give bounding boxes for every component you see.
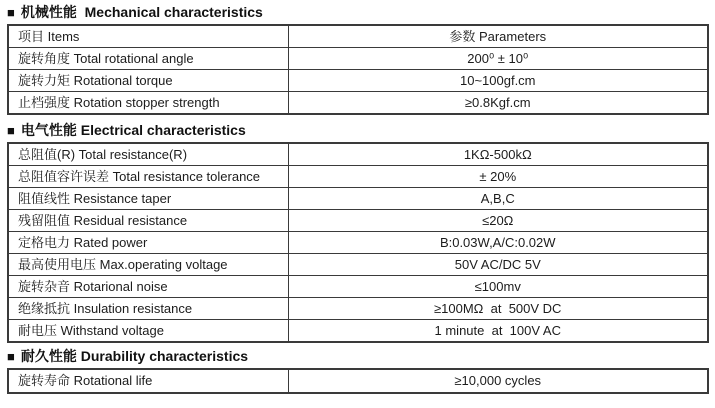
table-row bbox=[8, 166, 708, 188]
value-cell: B:0.03W,A/C:0.02W bbox=[288, 232, 708, 254]
section-title-durability bbox=[7, 343, 709, 368]
value-cell: ± 20% bbox=[288, 166, 708, 188]
table-row bbox=[8, 143, 708, 166]
value-cell: ≤100mv bbox=[288, 276, 708, 298]
value-cell: 200⁰ ± 10⁰ bbox=[288, 48, 708, 70]
item-cell: 最高使用电压 Max.operating voltage bbox=[8, 254, 288, 276]
item-cell: 旋转力矩 Rotational torque bbox=[8, 70, 288, 92]
item-cell: 绝缘抵抗 Insulation resistance bbox=[8, 298, 288, 320]
table-row bbox=[8, 232, 708, 254]
electrical-table bbox=[7, 142, 709, 343]
table-row bbox=[8, 70, 708, 92]
value-cell: ≥10,000 cycles bbox=[288, 369, 708, 393]
section-marker-icon: ■ bbox=[7, 348, 15, 364]
item-cell: 阻值线性 Resistance taper bbox=[8, 188, 288, 210]
item-cell: 耐电压 Withstand voltage bbox=[8, 320, 288, 343]
item-cell: 旋转寿命 Rotational life bbox=[8, 369, 288, 393]
section-marker-icon: ■ bbox=[7, 4, 15, 20]
section-marker-icon: ■ bbox=[7, 122, 15, 138]
table-row bbox=[8, 48, 708, 70]
table-row bbox=[8, 320, 708, 343]
value-cell: ≤20Ω bbox=[288, 210, 708, 232]
section-electrical bbox=[7, 115, 709, 343]
table-row bbox=[8, 369, 708, 393]
item-cell: 旋转杂音 Rotarional noise bbox=[8, 276, 288, 298]
section-title-text: 耐久性能 Durability characteristics bbox=[20, 348, 249, 364]
table-row bbox=[8, 298, 708, 320]
table-row bbox=[8, 92, 708, 115]
durability-table bbox=[7, 368, 709, 394]
value-cell: 1KΩ-500kΩ bbox=[288, 143, 708, 166]
item-cell: 残留阻值 Residual resistance bbox=[8, 210, 288, 232]
item-cell: 总阻值(R) Total resistance(R) bbox=[8, 143, 288, 166]
table-row bbox=[8, 25, 708, 48]
item-cell: 旋转角度 Total rotational angle bbox=[8, 48, 288, 70]
section-title-text: 电气性能 Electrical characteristics bbox=[20, 122, 246, 138]
value-cell: A,B,C bbox=[288, 188, 708, 210]
item-cell: 定格电力 Rated power bbox=[8, 232, 288, 254]
section-title-text: 机械性能 Mechanical characteristics bbox=[20, 4, 263, 20]
mechanical-table bbox=[7, 24, 709, 115]
item-cell: 项目 Items bbox=[8, 25, 288, 48]
table-row bbox=[8, 188, 708, 210]
table-row bbox=[8, 254, 708, 276]
value-cell: 1 minute at 100V AC bbox=[288, 320, 708, 343]
item-cell: 总阻值容许误差 Total resistance tolerance bbox=[8, 166, 288, 188]
item-cell: 止档强度 Rotation stopper strength bbox=[8, 92, 288, 115]
section-title-electrical bbox=[7, 115, 709, 142]
value-cell: ≥100MΩ at 500V DC bbox=[288, 298, 708, 320]
value-cell: ≥0.8Kgf.cm bbox=[288, 92, 708, 115]
section-title-mechanical bbox=[7, 3, 709, 24]
section-mechanical bbox=[7, 3, 709, 115]
value-cell: 10~100gf.cm bbox=[288, 70, 708, 92]
value-cell: 50V AC/DC 5V bbox=[288, 254, 708, 276]
value-cell: 参数 Parameters bbox=[288, 25, 708, 48]
table-row bbox=[8, 210, 708, 232]
section-durability bbox=[7, 343, 709, 394]
table-row bbox=[8, 276, 708, 298]
